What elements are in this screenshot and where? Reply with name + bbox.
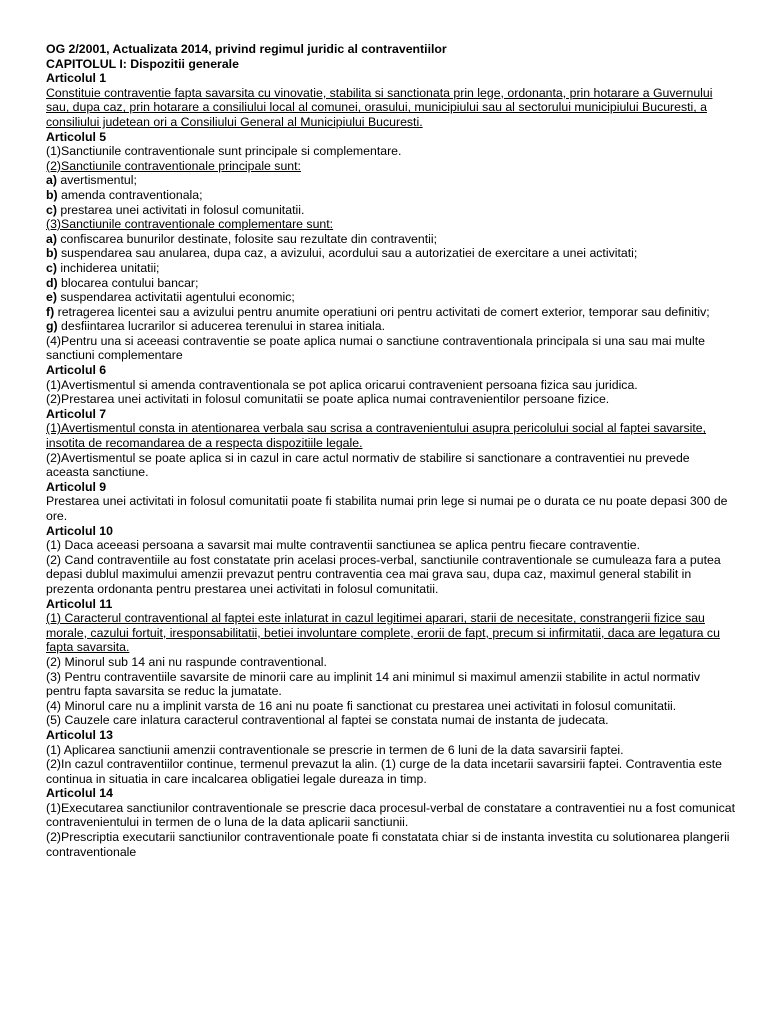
document-page — [46, 42, 736, 859]
paragraph-text: (1)Executarea sanctiunilor contraventionale se prescrie daca procesul-verbal de constatare a contraventiei nu a fost comunicat contravenientului in termen de o luna de la data aplicarii sanctiunii. — [46, 800, 735, 830]
paragraph-text: Prestarea unei activitati in folosul comunitatii poate fi stabilita numai prin lege si numai pe o durata ce nu poate depasi 300 de ore. — [46, 494, 728, 523]
article-section — [46, 71, 736, 129]
paragraph-text: desfiintarea lucrarilor si aducerea terenului in starea initiala. — [57, 319, 386, 334]
paragraph-text: (1)Sanctiunile contraventionale sunt principale si complementare. — [46, 144, 402, 159]
article-section — [46, 524, 736, 597]
paragraph-text: (2)Avertismentul se poate aplica si in cazul in care actul normativ de stabilire si sanctionare a contraventiei nu prevede aceasta sanctiune. — [46, 450, 690, 480]
paragraph-text: (1)Avertismentul si amenda contraventionala se pot aplica oricarui contravenient persoana fizica sau juridica. — [46, 377, 638, 392]
paragraph-text: (3)Sanctiunile contraventionale complementare sunt: — [46, 217, 334, 232]
paragraph-text: (2)Prescriptia executarii sanctiunilor contraventionale poate fi constatata chiar si de instanta investita cu solutionarea plangerii contraventionale — [46, 830, 730, 859]
article-heading: Articolul 10 — [46, 523, 113, 538]
paragraph-text: prestarea unei activitati in folosul comunitatii. — [56, 202, 305, 217]
article-paragraph — [46, 757, 736, 786]
list-item-label: f) — [46, 304, 55, 319]
list-item — [46, 261, 736, 276]
list-item — [46, 188, 736, 203]
paragraph-text: (2)In cazul contraventiilor continue, termenul prevazut la alin. (1) curge de la data incetarii savarsirii faptei. Contraventia este continua in situatia in care incalcarea obligatiei legale dureaza in timp. — [46, 757, 722, 786]
article-paragraph — [46, 159, 736, 174]
list-item — [46, 246, 736, 261]
article-paragraph — [46, 611, 736, 655]
article-paragraph — [46, 538, 736, 553]
article-section — [46, 597, 736, 728]
list-item-label: g) — [46, 319, 58, 334]
article-heading: Articolul 6 — [46, 363, 107, 378]
article-paragraph — [46, 378, 736, 393]
list-item — [46, 232, 736, 247]
list-item — [46, 319, 736, 334]
article-section — [46, 728, 736, 786]
paragraph-text: blocarea contului bancar; — [57, 275, 199, 290]
list-item-label: e) — [46, 290, 57, 305]
article-paragraph — [46, 801, 736, 830]
article-heading: Articolul 14 — [46, 786, 113, 801]
article-paragraph — [46, 670, 736, 699]
paragraph-text: inchiderea unitatii; — [56, 260, 160, 275]
paragraph-text: Constituie contraventie fapta savarsita cu vinovatie, stabilita si sanctionata prin lege, ordonanta, prin hotarare a Guvernului sau, dupa caz, prin hotarare a consiliului local al comunei, orasului, municipiului sau al sectorului municipiului Bucuresti, a consiliului judetean ori a Consiliului General al Municipiului Bucuresti. — [46, 85, 713, 129]
article-heading: Articolul 13 — [46, 727, 113, 742]
list-item-label: b) — [46, 187, 58, 202]
article-heading: Articolul 9 — [46, 479, 107, 494]
paragraph-text: (1)Avertismentul consta in atentionarea verbala sau scrisa a contravenientului asupra pericolului social al faptei savarsite, insotita de recomandarea de a respecta dispozitiile legale. — [46, 421, 707, 451]
paragraph-text: (1) Daca aceeasi persoana a savarsit mai multe contraventii sanctiunea se aplica pentru fiecare contraventie. — [46, 538, 640, 553]
article-paragraph — [46, 699, 736, 714]
article-section — [46, 786, 736, 859]
article-paragraph — [46, 217, 736, 232]
paragraph-text: (1) Caracterul contraventional al faptei este inlaturat in cazul legitimei aparari, starii de necesitate, constrangerii fizice sau morale, cazului fortuit, iresponsabilitatii, betiei involuntare complete, erorii de fapt, precum si infirmitatii, daca are legatura cu fapta savarsita. — [46, 611, 720, 655]
article-paragraph — [46, 743, 736, 758]
article-paragraph — [46, 830, 736, 859]
article-paragraph — [46, 494, 736, 523]
article-paragraph — [46, 144, 736, 159]
list-item — [46, 203, 736, 218]
article-paragraph — [46, 713, 736, 728]
article-paragraph — [46, 334, 736, 363]
paragraph-text: (2)Prestarea unei activitati in folosul comunitatii se poate aplica numai contravenientilor persoane fizice. — [46, 392, 610, 407]
list-item — [46, 305, 736, 320]
article-heading: Articolul 5 — [46, 129, 107, 144]
article-section — [46, 130, 736, 364]
article-paragraph — [46, 655, 736, 670]
article-paragraph — [46, 451, 736, 480]
list-item-label: d) — [46, 275, 58, 290]
chapter-heading: CAPITOLUL I: Dispozitii generale — [46, 56, 239, 71]
paragraph-text: (4)Pentru una si aceeasi contraventie se poate aplica numai o sanctiune contraventionala principala si una sau mai multe sanctiuni complementare — [46, 333, 705, 363]
paragraph-text: suspendarea activitatii agentului economic; — [56, 290, 295, 305]
list-item — [46, 276, 736, 291]
articles-container — [46, 71, 736, 859]
paragraph-text: retragerea licentei sau a avizului pentru anumite operatiuni ori pentru activitati de comert exterior, temporar sau definitiv; — [54, 304, 710, 319]
paragraph-text: (1) Aplicarea sanctiunii amenzii contraventionale se prescrie in termen de 6 luni de la data savarsirii faptei. — [46, 742, 624, 757]
paragraph-text: (3) Pentru contraventiile savarsite de minorii care au implinit 14 ani minimul si maximul amenzii stabilite in actul normativ pentru fapta savarsita se reduc la jumatate. — [46, 669, 701, 699]
list-item-label: a) — [46, 231, 57, 246]
paragraph-text: (5) Cauzele care inlatura caracterul contraventional al faptei se constata numai de instanta de judecata. — [46, 713, 609, 728]
paragraph-text: (2) Minorul sub 14 ani nu raspunde contraventional. — [46, 654, 327, 669]
article-heading: Articolul 1 — [46, 71, 107, 86]
document-title: OG 2/2001, Actualizata 2014, privind regimul juridic al contraventiilor — [46, 42, 447, 56]
paragraph-text: (2) Cand contraventiile au fost constatate prin acelasi proces-verbal, sanctiunile contraventionale se cumuleaza fara a putea depasi dublul maximului amenzii prevazut pentru contraventia cea mai grava sau, dupa caz, maximul general stabilit in prezenta ordonanta pentru prestarea unei activitati in folosul comunitatii. — [46, 552, 721, 596]
article-heading: Articolul 7 — [46, 406, 107, 421]
list-item — [46, 290, 736, 305]
paragraph-text: confiscarea bunurilor destinate, folosite sau rezultate din contraventii; — [56, 231, 437, 246]
list-item-label: c) — [46, 202, 57, 217]
list-item-label: a) — [46, 173, 57, 188]
article-section — [46, 363, 736, 407]
list-item — [46, 173, 736, 188]
article-paragraph — [46, 553, 736, 597]
article-paragraph — [46, 421, 736, 450]
list-item-label: b) — [46, 246, 58, 261]
list-item-label: c) — [46, 260, 57, 275]
article-section — [46, 407, 736, 480]
article-section — [46, 480, 736, 524]
article-heading: Articolul 11 — [46, 596, 113, 611]
paragraph-text: amenda contraventionala; — [57, 187, 203, 202]
paragraph-text: (4) Minorul care nu a implinit varsta de 16 ani nu poate fi sanctionat cu prestarea unei activitati in folosul comunitatii. — [46, 698, 677, 713]
paragraph-text: suspendarea sau anularea, dupa caz, a avizului, acordului sau a autorizatiei de exercitare a unei activitati; — [57, 246, 638, 261]
paragraph-text: (2)Sanctiunile contraventionale principale sunt: — [46, 158, 301, 173]
paragraph-text: avertismentul; — [56, 173, 137, 188]
article-paragraph — [46, 392, 736, 407]
article-paragraph — [46, 86, 736, 130]
